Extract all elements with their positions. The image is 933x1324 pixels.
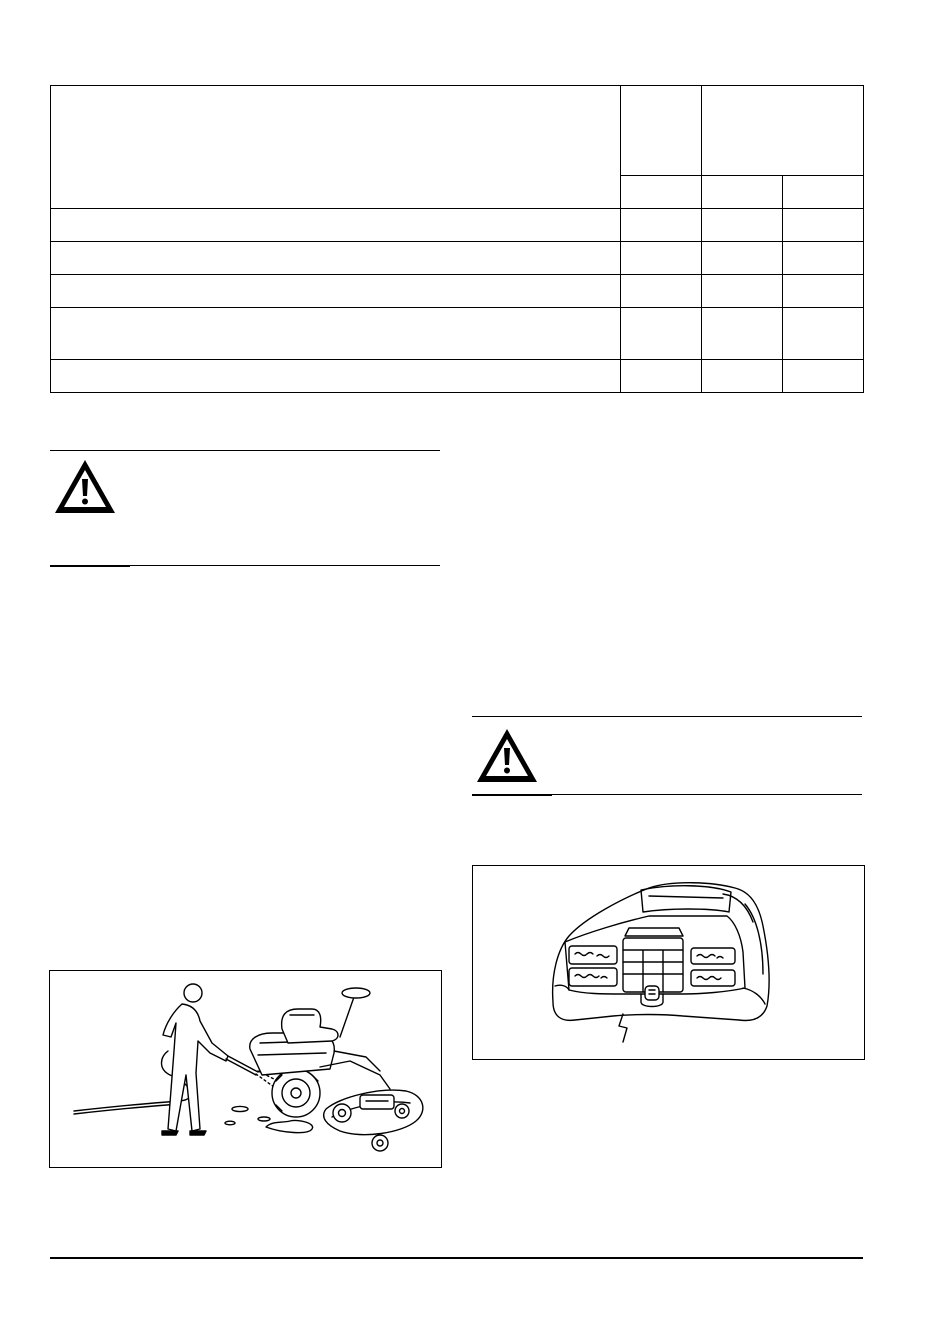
figure-dashboard-panel [472, 865, 865, 1060]
row-cell-a [621, 360, 702, 393]
row-cell-a [621, 209, 702, 242]
row-cell-b [702, 209, 783, 242]
row-cell-c [783, 209, 864, 242]
table-header-row [51, 86, 864, 176]
warning-triangle-icon [52, 457, 118, 522]
row-cell-a [621, 275, 702, 308]
row-cell-c [783, 275, 864, 308]
row-cell-a [621, 242, 702, 275]
row-description [51, 242, 621, 275]
row-cell-c [783, 308, 864, 360]
row-cell-b [702, 308, 783, 360]
table-row [51, 275, 864, 308]
header-group-a [621, 86, 702, 176]
row-description [51, 360, 621, 393]
warning-divider [472, 794, 552, 796]
row-cell-a [621, 308, 702, 360]
row-cell-c [783, 242, 864, 275]
header-group-b [702, 86, 864, 176]
row-cell-b [702, 275, 783, 308]
row-cell-c [783, 360, 864, 393]
subheader-b [702, 176, 783, 209]
warning-box [50, 450, 440, 566]
subheader-c [783, 176, 864, 209]
row-description [51, 209, 621, 242]
subheader-a [621, 176, 702, 209]
dashboard-panel-illustration [473, 866, 864, 1059]
warning-divider [50, 565, 130, 567]
row-cell-b [702, 360, 783, 393]
pressure-washing-illustration [50, 971, 441, 1167]
warning-box [472, 716, 862, 795]
row-description [51, 308, 621, 360]
warning-triangle-icon [474, 726, 540, 791]
table-row [51, 209, 864, 242]
footer-rule [50, 1257, 863, 1259]
figure-pressure-washing [49, 970, 442, 1168]
row-cell-b [702, 242, 783, 275]
table-row [51, 360, 864, 393]
header-description [51, 86, 621, 209]
table-row [51, 242, 864, 275]
maintenance-table [50, 85, 864, 393]
table-row [51, 308, 864, 360]
row-description [51, 275, 621, 308]
